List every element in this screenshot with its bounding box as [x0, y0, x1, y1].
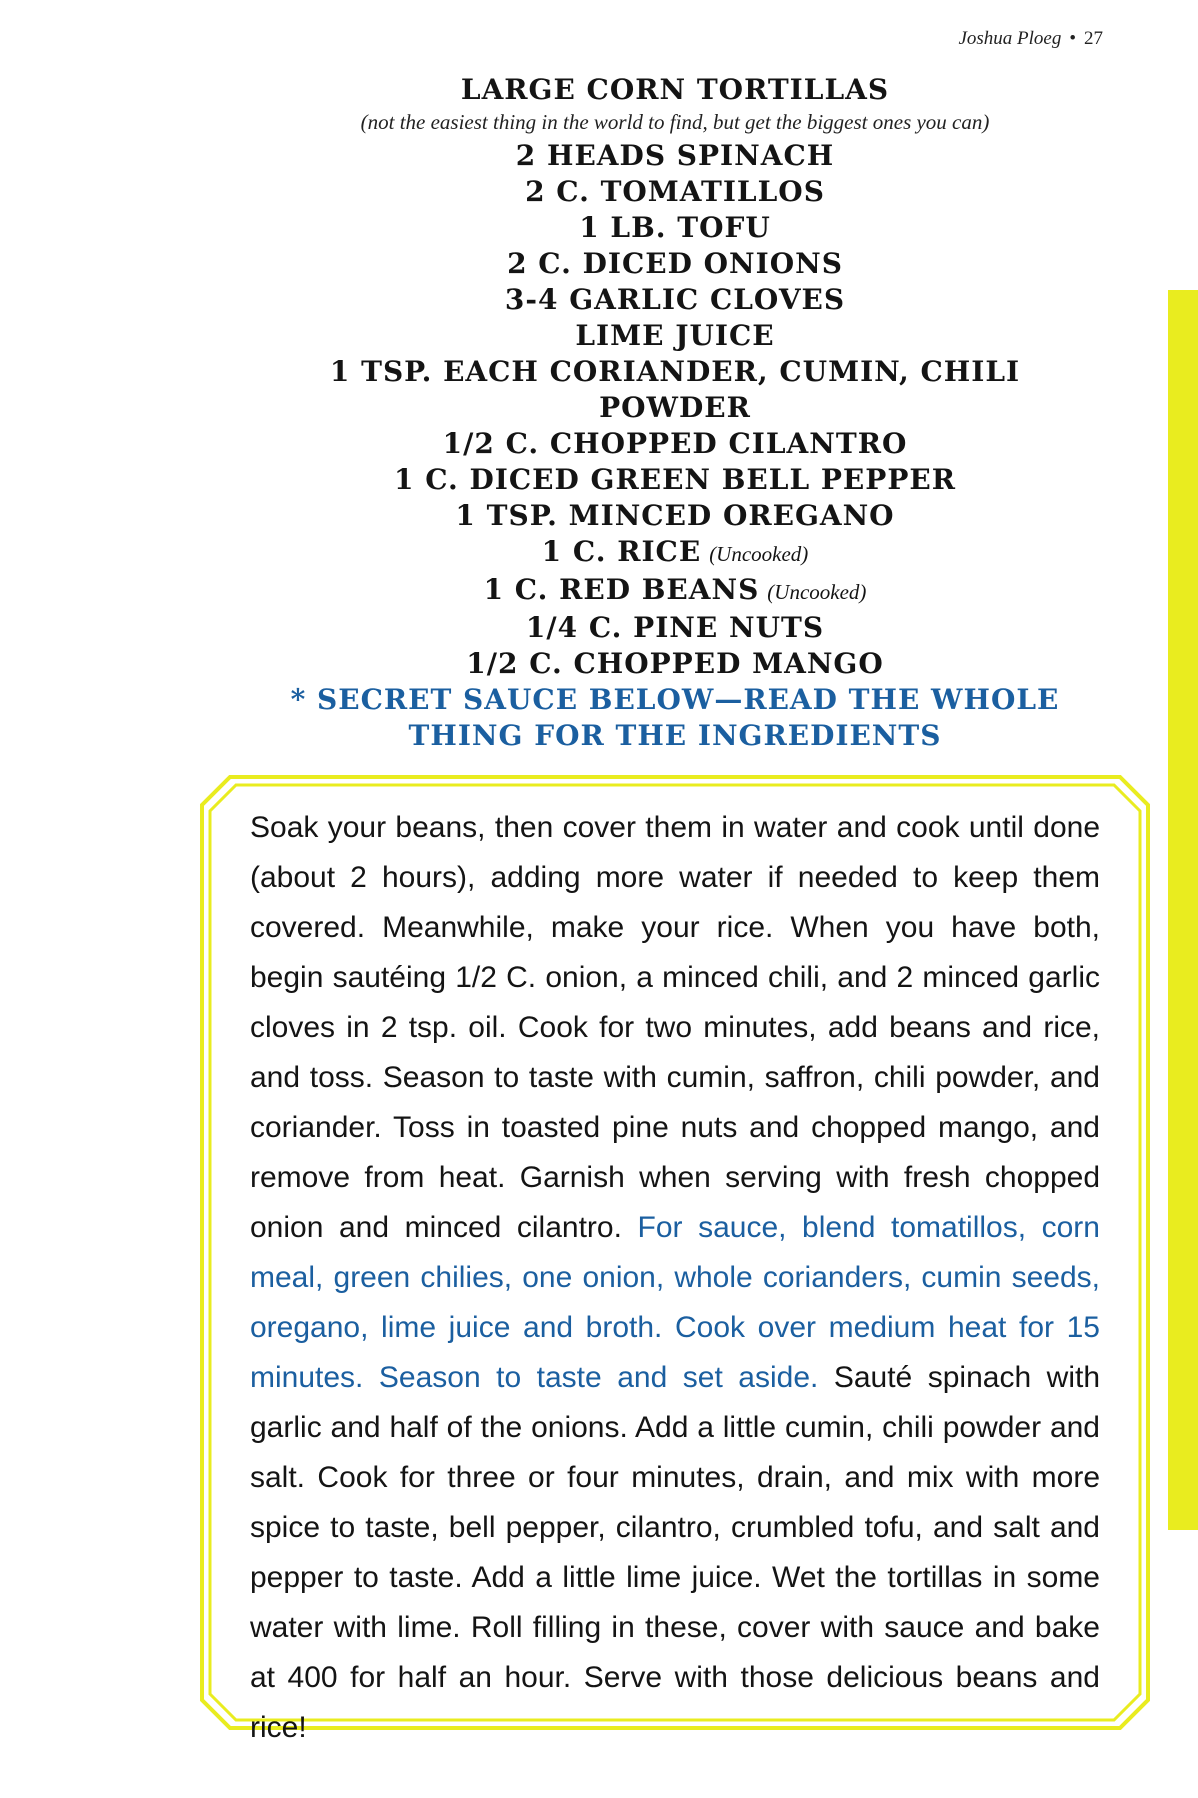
ingredient-item: POWDER: [599, 391, 751, 424]
ingredient-item: 1 C. DICED GREEN BELL PEPPER: [393, 463, 956, 496]
secret-sauce-note-continued: THING FOR THE INGREDIENTS: [408, 719, 942, 752]
secret-sauce-note: * SECRET SAUCE BELOW—READ THE WHOLE: [290, 683, 1060, 716]
rice-label: 1 C. RICE: [541, 535, 702, 568]
ingredient-item: LARGE CORN TORTILLAS: [460, 73, 890, 106]
instructions-part-2: Sauté spinach with garlic and half of the onions. Add a little cumin, chili powder and salt. Cook for three or four minutes, drain, and mix with more spice to taste, bell pepper, cilantro, crumbled tofu, and salt and pepper to taste. Add a little lime juice. Wet the tortillas in some water with lime. Roll filling in these, cover with sauce and bake at 400 for half an hour. Serve with those delicious beans and rice!: [250, 1361, 1101, 1744]
ingredient-item: 2 C. TOMATILLOS: [525, 175, 825, 208]
ingredient-item: 1 TSP. MINCED OREGANO: [455, 499, 895, 532]
ingredient-item: 1 LB. TOFU: [579, 211, 771, 244]
ingredient-item: 1/4 C. PINE NUTS: [525, 611, 825, 644]
ingredient-item: 2 C. DICED ONIONS: [507, 247, 843, 280]
yellow-side-bar: [1168, 290, 1198, 1530]
instructions-box: [200, 775, 1150, 1744]
ingredient-item: 1/2 C. CHOPPED CILANTRO: [442, 427, 908, 460]
ingredient-item: 3-4 GARLIC CLOVES: [504, 283, 846, 316]
ingredient-item: LIME JUICE: [575, 319, 775, 352]
ingredient-item: 1 TSP. EACH CORIANDER, CUMIN, CHILI: [329, 355, 1021, 388]
sauce-instructions: For sauce, blend tomatillos, corn meal, green chilies, one onion, whole corianders, cumin seeds, oregano, lime juice and broth. Cook over medium heat for 15 minutes. Season to taste and set aside.: [250, 1211, 1100, 1394]
rice-note: (Uncooked): [709, 542, 809, 566]
instructions-part-1: Soak your beans, then cover them in water and cook until done (about 2 hours), adding more water if needed to keep them covered. Meanwhile, make your rice. When you have both, begin sautéing 1/2 C. onion, a minced chili, and 2 minced garlic cloves in 2 tsp. oil. Cook for two minutes, add beans and rice, and toss. Season to taste with cumin, saffron, chili powder, and coriander. Toss in toasted pine nuts and chopped mango, and remove from heat. Garnish when serving with fresh chopped onion and minced cilantro.: [250, 811, 1100, 1244]
ingredient-item-beans: [250, 572, 1100, 610]
author-name: Joshua Ploeg: [958, 28, 1062, 49]
page-number: 27: [1084, 28, 1103, 49]
beans-label: 1 C. RED BEANS: [483, 573, 760, 606]
beans-note: (Uncooked): [767, 580, 867, 604]
ingredient-note: (not the easiest thing in the world to find, but get the biggest ones you can): [360, 110, 990, 134]
ingredient-item: 1/2 C. CHOPPED MANGO: [466, 647, 884, 680]
running-head: [958, 28, 1103, 50]
instructions-text: [250, 803, 1100, 1753]
ingredient-item: 2 HEADS SPINACH: [515, 139, 835, 172]
header-separator: •: [1069, 28, 1076, 49]
ingredient-item-rice: [250, 534, 1100, 572]
ingredient-list: [250, 72, 1100, 754]
